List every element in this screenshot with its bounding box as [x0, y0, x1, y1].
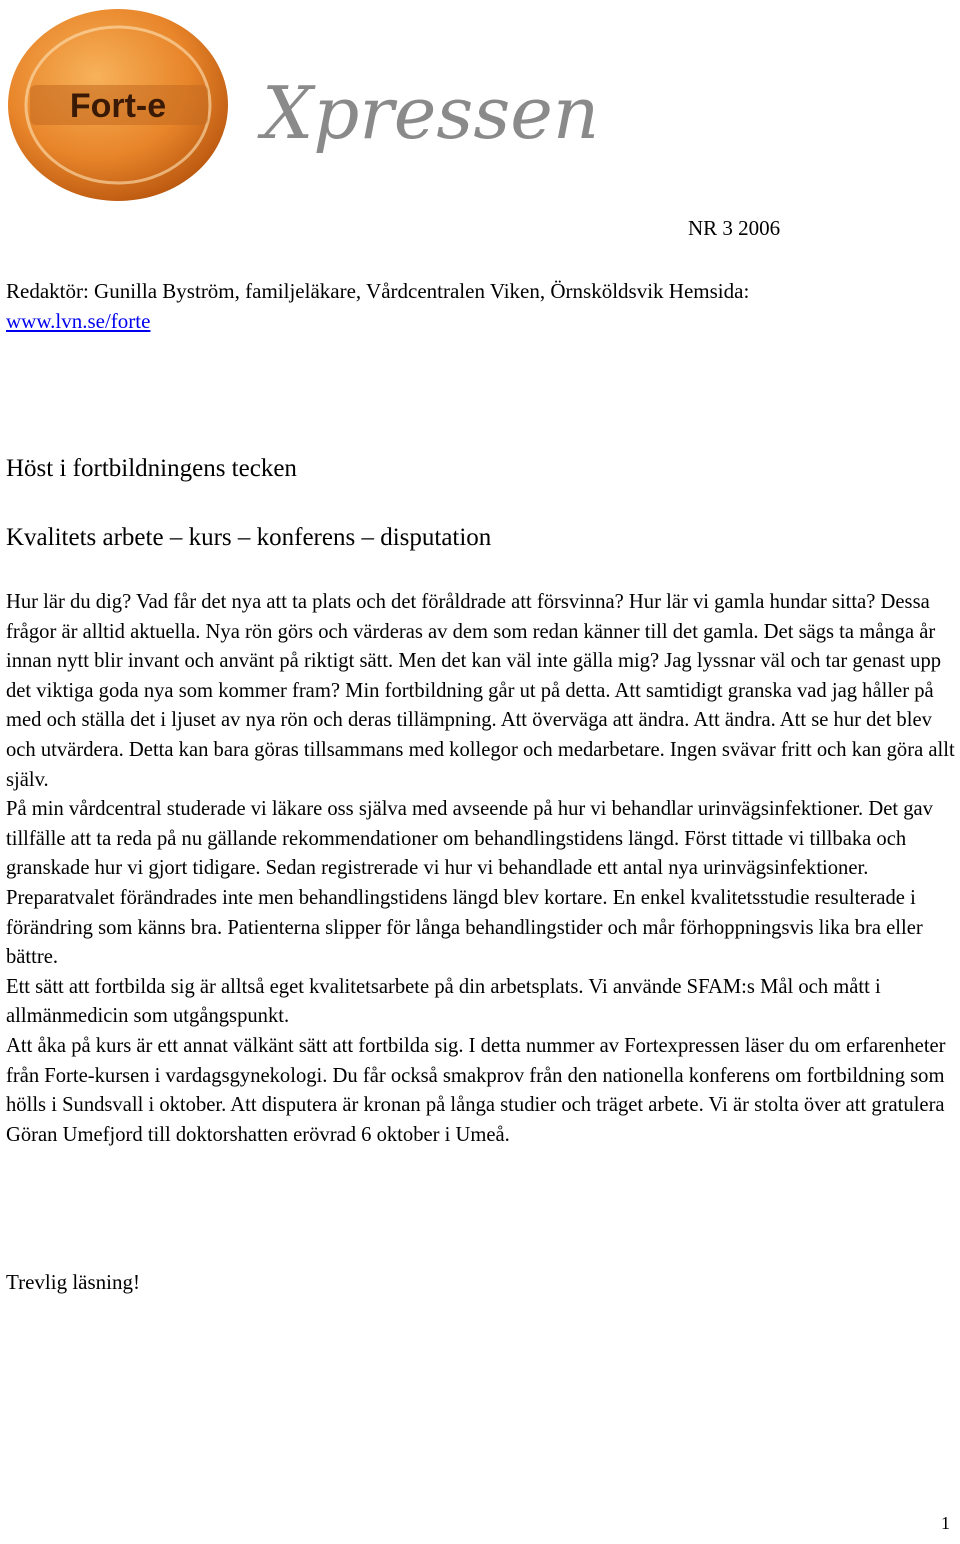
article-subtitle: Kvalitets arbete – kurs – konferens – disputation: [6, 524, 492, 551]
article-title: Höst i fortbildningens tecken: [6, 455, 297, 482]
paragraph: Hur lär du dig? Vad får det nya att ta plats och det föråldrade att försvinna? Hur lär vi gamla hundar sitta? Dessa frågor är alltid aktuella. Nya rön görs och värderas av dem som redan känner till det gamla. Det sägs ta många år innan nytt blir invant och använt på riktigt sätt. Men det kan väl inte gälla mig? Jag lyssnar väl och tar genast upp det viktiga goda nya som kommer fram? Min fortbildning går ut på detta. Att samtidigt granska vad jag håller på med och ställa det i ljuset av nya rön och deras tillämpning. Att överväga att ändra. Att ändra. Att se hur det blev och utvärdera. Detta kan bara göras tillsammans med kollegor och medarbetare. Ingen svävar fritt och kan göra allt själv.: [6, 591, 955, 791]
paragraph: Att åka på kurs är ett annat välkänt sätt att fortbilda sig. I detta nummer av Fortexpressen läser du om erfarenheter från Forte-kursen i vardagsgynekologi. Du får också smakprov från den nationella konferens om fortbildning som hölls i Sundsvall i oktober. Att disputera är kronan på långa studier och träget arbete. Vi är stolta över att gratulera Göran Umefjord till doktorshatten erövrad 6 oktober i Umeå.: [6, 1034, 946, 1146]
editor-text: Redaktör: Gunilla Byström, familjeläkare, Vårdcentralen Viken, Örnsköldsvik Hemsida:: [6, 279, 750, 303]
logo-script-text: Xpressen: [262, 71, 600, 155]
logo-badge-text: Fort-e: [69, 87, 167, 125]
article-body: [6, 588, 958, 1150]
issue-number: NR 3 2006: [688, 216, 781, 240]
paragraph: På min vårdcentral studerade vi läkare oss själva med avseende på hur vi behandlar urinvägsinfektioner. Det gav tillfälle att ta reda på nu gällande rekommendationer om behandlingstidens längd. Först tittade vi tillbaka och granskade hur vi gjort tidigare. Sedan registrerade vi hur vi behandlade ett antal nya urinvägsinfektioner. Preparatvalet förändrades inte men behandlingstidens längd blev kortare. En enkel kvalitetsstudie resulterade i förändring som känns bra. Patienterna slipper för långa behandlingstider och mår förhoppningsvis lika bra eller bättre.: [6, 798, 933, 969]
editor-info: [6, 276, 956, 336]
page-number: 1: [941, 1513, 950, 1533]
closing-line: Trevlig läsning!: [6, 1270, 140, 1294]
fort-e-xpressen-logo: [0, 0, 600, 215]
website-link[interactable]: www.lvn.se/forte: [6, 309, 151, 333]
paragraph: Ett sätt att fortbilda sig är alltså eget kvalitetsarbete på din arbetsplats. Vi använde SFAM:s Mål och mått i allmänmedicin som utgångspunkt.: [6, 975, 881, 1028]
